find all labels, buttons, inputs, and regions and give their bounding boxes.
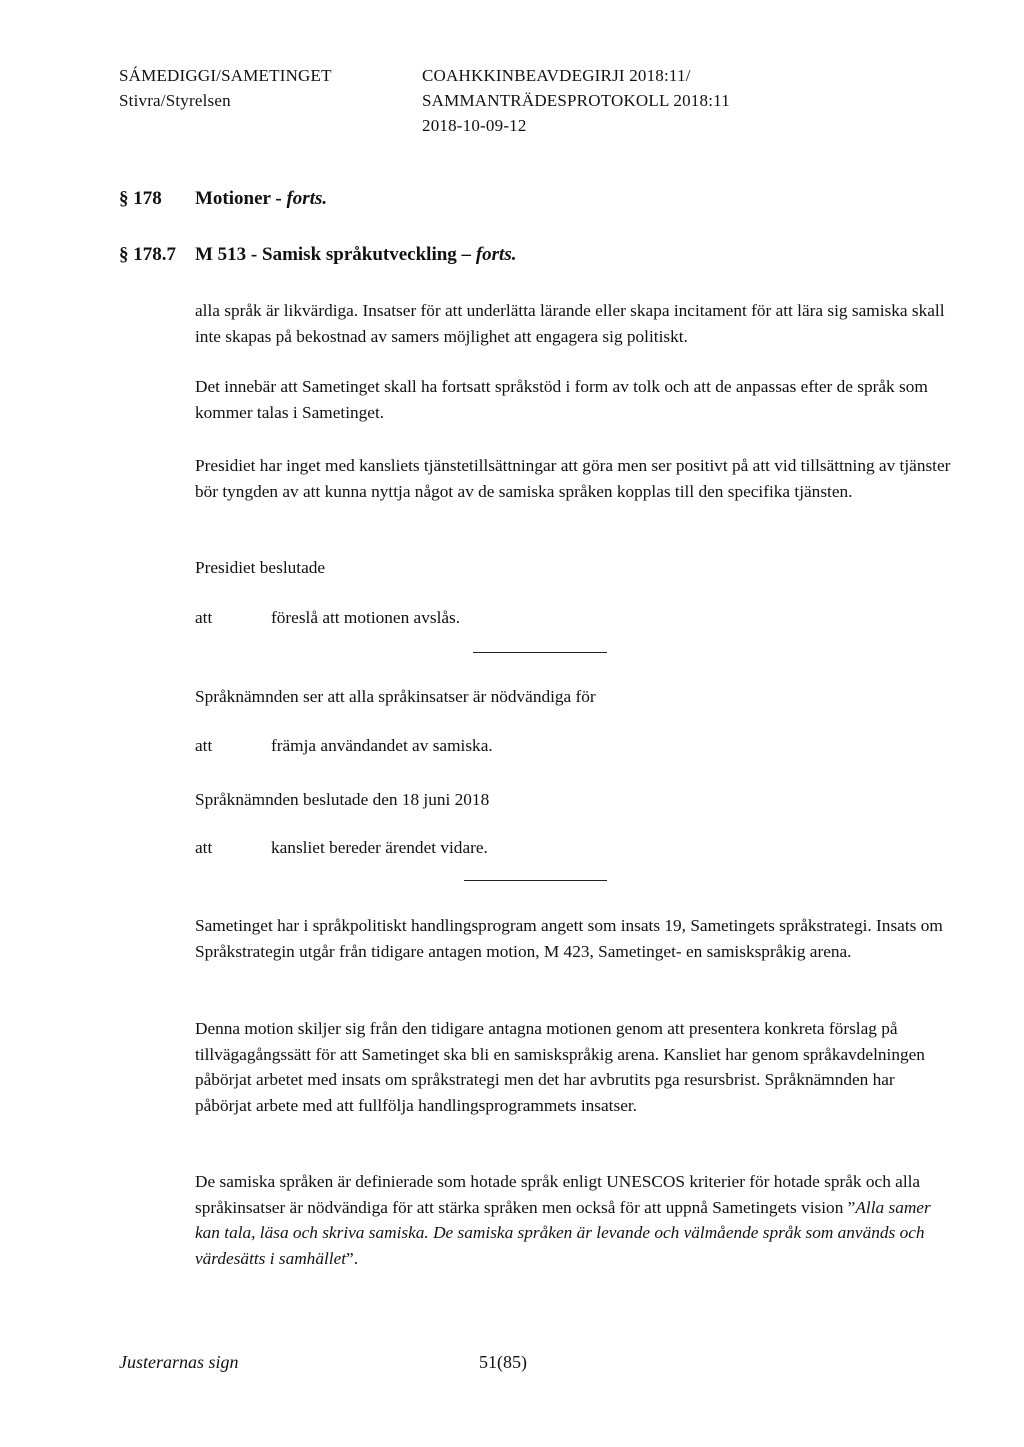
paragraph-3: Presidiet har inget med kansliets tjänstetillsättningar att göra men ser positivt på att vid tillsättning av tjänster bör tyngden av att kunna nyttja något av de samiska språken kopplas till den specifika tjänsten. <box>195 456 951 501</box>
header-body: Stivra/Styrelsen <box>119 91 231 110</box>
paragraph-8: Denna motion skiljer sig från den tidigare antagna motionen genom att presentera konkreta förslag på tillvägagångssätt för att Sametinget ska bli en samiskspråkig arena. Kansliet har genom språkavdelningen påbörjat arbetet med insats om språkstrategi men det har avbrutits pga resursbrist. Språknämnden har påbörjat arbete med att fullfölja handlingsprogrammets insatser. <box>195 1019 925 1115</box>
paragraph-5: Språknämnden ser att alla språkinsatser är nödvändiga för <box>195 687 596 706</box>
paragraph-4: Presidiet beslutade <box>195 558 326 577</box>
decision-row-1 <box>195 608 460 628</box>
decision-text-1: föreslå att motionen avslås. <box>271 608 461 627</box>
divider-2 <box>464 880 607 881</box>
paragraph-9-end: ”. <box>346 1248 359 1268</box>
paragraph-7: Sametinget har i språkpolitiskt handlingsprogram angett som insats 19, Sametingets språkstrategi. Insats om Språkstrategin utgår från tidigare antagen motion, M 423, Sametinget- en samiskspråkig arena. <box>195 916 943 961</box>
header-date: 2018-10-09-12 <box>422 116 527 135</box>
section-title: Motioner - <box>195 188 287 209</box>
subsection-title: M 513 - Samisk språkutveckling – <box>195 244 476 265</box>
decision-att-2: att <box>195 736 213 755</box>
subsection-title-suffix: forts. <box>475 244 517 265</box>
paragraph-9 <box>195 1169 955 1271</box>
subsection-number: § 178.7 <box>119 244 176 265</box>
decision-row-2 <box>195 736 493 756</box>
decision-row-3 <box>195 838 488 858</box>
header-left <box>119 63 332 113</box>
vision-quote: Alla samer kan tala, läsa och skriva samiska. De samiska språken är levande och välmående språk som används och värdesätts i samhället <box>195 1197 931 1268</box>
header-protocol-sv: SAMMANTRÄDESPROTOKOLL 2018:11 <box>422 91 730 110</box>
subsection-heading <box>119 244 516 266</box>
decision-att-3: att <box>195 838 213 857</box>
paragraph-1: alla språk är likvärdiga. Insatser för att underlätta lärande eller skapa incitament för att lära sig samiska skall inte skapas på bekostnad av samers möjlighet att engagera sig politiskt. <box>195 301 945 346</box>
divider-1 <box>473 652 607 653</box>
paragraph-9-text: De samiska språken är definierade som hotade språk enligt UNESCOS kriterier för hotade språk och alla språkinsatser är nödvändiga för att stärka språken men också för att uppnå Sametingets vision ” <box>195 1172 921 1217</box>
paragraph-2: Det innebär att Sametinget skall ha fortsatt språkstöd i form av tolk och att de anpassas efter de språk som kommer talas i Sametinget. <box>195 377 928 422</box>
section-title-suffix: forts. <box>286 188 328 209</box>
section-heading <box>119 188 327 210</box>
decision-text-3: kansliet bereder ärendet vidare. <box>271 838 488 857</box>
header-org: SÁMEDIGGI/SAMETINGET <box>119 66 332 85</box>
signature-label: Justerarnas sign <box>119 1352 239 1372</box>
section-number: § 178 <box>119 188 162 209</box>
header-protocol-sami: COAHKKINBEAVDEGIRJI 2018:11/ <box>422 66 691 85</box>
decision-att-1: att <box>195 608 213 627</box>
header-right <box>422 63 730 138</box>
page-number: 51(85) <box>479 1352 527 1372</box>
decision-text-2: främja användandet av samiska. <box>271 736 493 755</box>
paragraph-6: Språknämnden beslutade den 18 juni 2018 <box>195 790 490 809</box>
